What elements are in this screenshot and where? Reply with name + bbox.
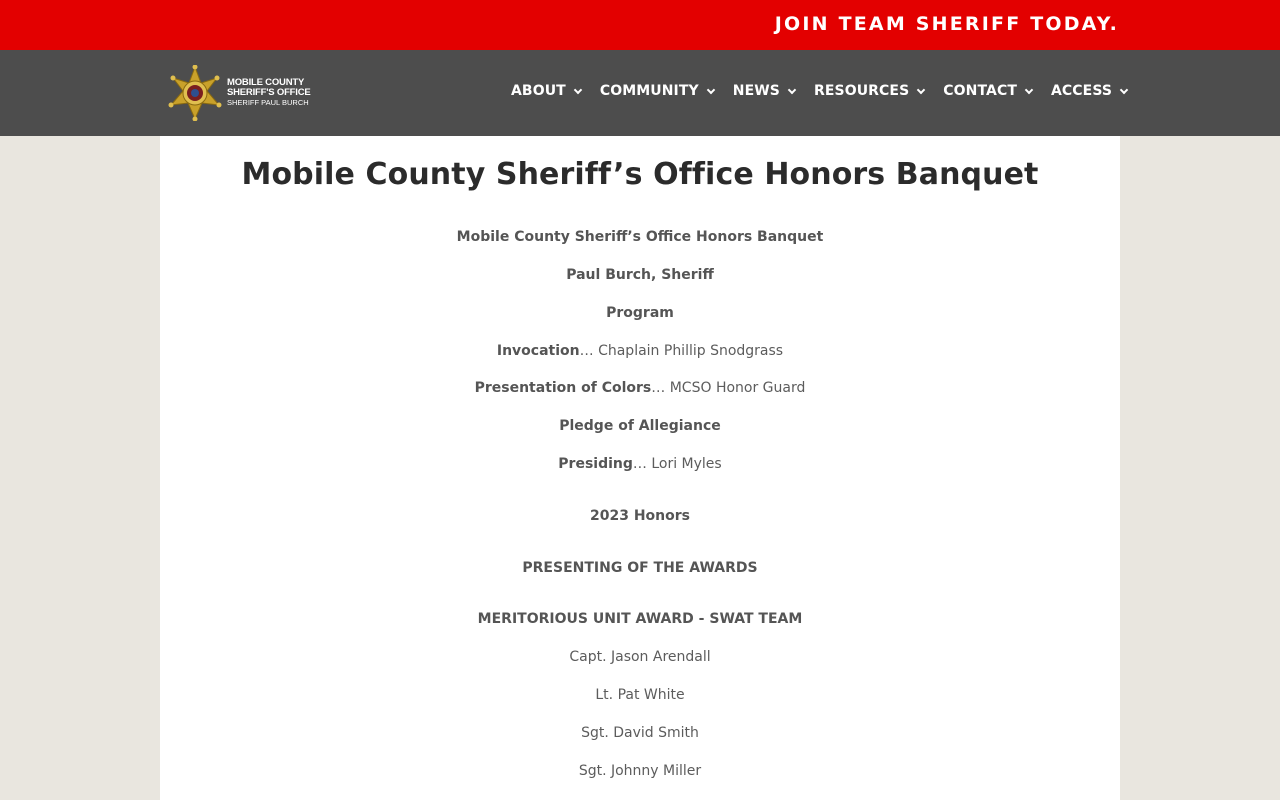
chevron-down-icon <box>788 85 796 93</box>
program-line: Paul Burch, Sheriff <box>566 267 714 283</box>
primary-menu <box>511 81 1146 101</box>
program-line: Presiding… Lori Myles <box>558 456 722 472</box>
section-heading: 2023 Honors <box>590 508 690 524</box>
chevron-down-icon <box>917 85 925 93</box>
logo-line-1: MOBILE COUNTY <box>227 77 305 88</box>
nav-item-news[interactable] <box>733 83 795 99</box>
program-line: Presentation of Colors… MCSO Honor Guard <box>474 380 806 396</box>
honoree-name: Capt. Jason Arendall <box>569 649 711 665</box>
section-heading: PRESENTING OF THE AWARDS <box>522 560 758 576</box>
program-line: Invocation… Chaplain Phillip Snodgrass <box>496 343 784 359</box>
nav-item-label: RESOURCES <box>813 83 910 99</box>
nav-item-contact[interactable] <box>943 83 1032 99</box>
top-banner <box>0 0 1280 50</box>
program-line: Pledge of Allegiance <box>559 418 721 434</box>
nav-item-label: CONTACT <box>943 83 1017 99</box>
join-team-link[interactable]: JOIN TEAM SHERIFF TODAY. <box>774 13 1119 35</box>
chevron-down-icon <box>707 85 715 93</box>
nav-item-community[interactable] <box>600 83 714 99</box>
nav-item-label: NEWS <box>732 83 780 99</box>
honoree-name: Sgt. Johnny Miller <box>578 763 702 779</box>
nav-item-about[interactable] <box>511 83 581 99</box>
honoree-name: Lt. Pat White <box>595 687 685 703</box>
page-title: Mobile County Sheriff’s Office Honors Banquet <box>241 157 1039 192</box>
nav-item-label: ABOUT <box>511 83 566 99</box>
nav-item-access[interactable] <box>1051 83 1127 99</box>
site-logo[interactable] <box>168 65 313 121</box>
article-content <box>160 136 1120 800</box>
honoree-name: Sgt. David Smith <box>581 725 699 741</box>
nav-item-label: COMMUNITY <box>599 83 699 99</box>
program-line: Mobile County Sheriff’s Office Honors Banquet <box>456 229 824 245</box>
chevron-down-icon <box>574 85 582 93</box>
chevron-down-icon <box>1025 85 1033 93</box>
logo-line-3: SHERIFF PAUL BURCH <box>227 98 309 107</box>
sheriff-star-badge-icon <box>168 65 222 121</box>
nav-item-resources[interactable] <box>814 83 924 99</box>
program-line: Program <box>606 305 674 321</box>
logo-wordmark <box>227 78 311 108</box>
nav-item-label: ACCESS <box>1051 83 1113 99</box>
award-heading: MERITORIOUS UNIT AWARD - SWAT TEAM <box>477 611 803 627</box>
chevron-down-icon <box>1120 85 1128 93</box>
logo-line-2: SHERIFF'S OFFICE <box>227 87 311 98</box>
main-navbar <box>0 50 1280 136</box>
